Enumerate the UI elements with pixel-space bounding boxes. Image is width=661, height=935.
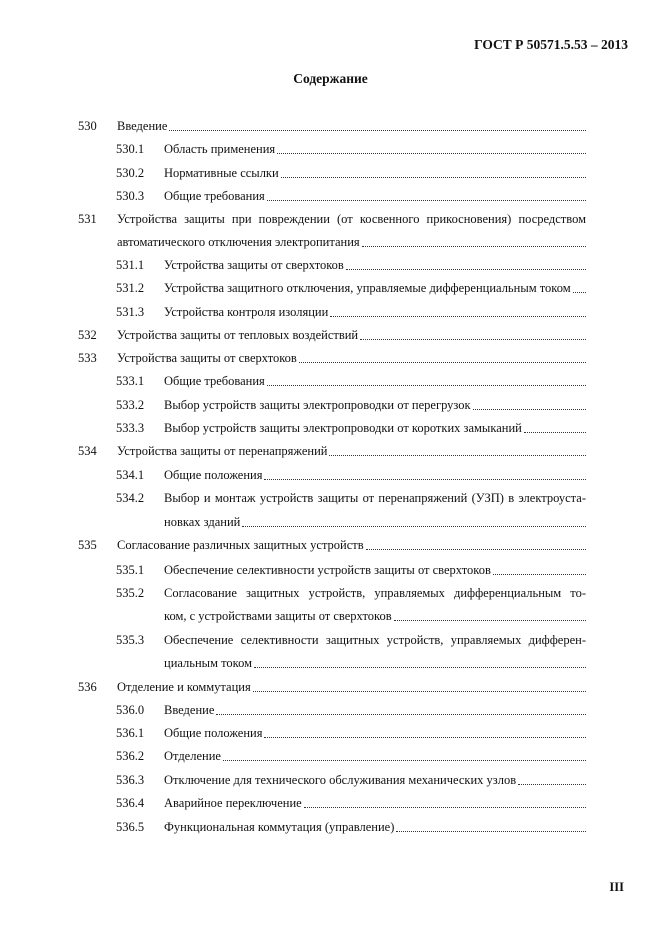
toc-entry-title: Устройства контроля изоляции <box>164 305 329 319</box>
toc-entry-number: 531.1 <box>116 258 145 272</box>
dot-leader <box>330 315 586 317</box>
toc-entry-number: 530.1 <box>116 142 145 156</box>
toc-entry-number: 534.2 <box>116 491 145 505</box>
toc-entry-continuation[interactable] <box>164 654 586 672</box>
page-number: III <box>609 880 624 894</box>
toc-entry[interactable] <box>78 678 586 696</box>
dot-leader <box>223 759 586 761</box>
toc-entry[interactable] <box>116 818 586 836</box>
toc-entry-title: Введение <box>117 119 168 133</box>
toc-entry-number: 533 <box>78 351 97 365</box>
toc-entry[interactable] <box>78 210 586 228</box>
toc-entry-number: 533.1 <box>116 374 145 388</box>
toc-entry-number: 535.3 <box>116 633 145 647</box>
toc-entry[interactable] <box>78 442 586 460</box>
toc-entry[interactable] <box>116 701 586 719</box>
toc-entry-title: Устройства защиты от перенапряжений <box>117 444 328 458</box>
toc-entry-number: 536.1 <box>116 726 145 740</box>
dot-leader <box>216 713 586 715</box>
dot-leader <box>573 291 586 293</box>
dot-leader <box>254 666 586 668</box>
dot-leader <box>304 806 586 808</box>
toc-entry[interactable] <box>116 419 586 437</box>
toc-entry[interactable] <box>116 631 586 649</box>
dot-leader <box>169 129 586 131</box>
toc-entry-title: Область применения <box>164 142 276 156</box>
dot-leader <box>360 338 586 340</box>
toc-entry-title: Выбор устройств защиты электропроводки от перегрузок <box>164 398 471 412</box>
toc-entry[interactable] <box>116 279 586 297</box>
toc-entry-title: Отделение <box>164 749 221 763</box>
toc-entry[interactable] <box>78 117 586 135</box>
toc-entry-title: Отключение для технического обслуживания механических узлов <box>164 773 517 787</box>
toc-entry[interactable] <box>116 164 586 182</box>
toc-entry-title: Обеспечение селективности защитных устройств, управляемых дифферен- <box>164 633 586 647</box>
toc-entry-number: 532 <box>78 328 97 342</box>
dot-leader <box>396 830 586 832</box>
dot-leader <box>267 199 586 201</box>
toc-entry[interactable] <box>78 536 586 554</box>
toc-entry-continuation[interactable] <box>117 233 586 251</box>
toc-entry[interactable] <box>116 747 586 765</box>
toc-entry-number: 535 <box>78 538 97 552</box>
toc-entry-number: 530.3 <box>116 189 145 203</box>
toc-entry-number: 536 <box>78 680 97 694</box>
toc-entry-title-continued: ком, с устройствами защиты от сверхтоков <box>164 609 392 623</box>
toc-entry-title: Согласование защитных устройств, управляемых дифференциальным то- <box>164 586 586 600</box>
page-title: Содержание <box>293 71 368 86</box>
toc-entry-title: Общие требования <box>164 189 265 203</box>
toc-entry-title-continued: автоматического отключения электропитания <box>117 235 360 249</box>
toc-entry-title: Нормативные ссылки <box>164 166 279 180</box>
toc-entry[interactable] <box>116 771 586 789</box>
toc-entry-number: 535.1 <box>116 563 145 577</box>
dot-leader <box>346 268 586 270</box>
dot-leader <box>281 176 586 178</box>
toc-entry-number: 536.0 <box>116 703 145 717</box>
toc-entry[interactable] <box>116 187 586 205</box>
toc-entry-title-continued: новках зданий <box>164 515 241 529</box>
toc-entry-number: 536.3 <box>116 773 145 787</box>
dot-leader <box>277 152 586 154</box>
toc-entry[interactable] <box>116 256 586 274</box>
toc-entry-number: 531 <box>78 212 97 226</box>
dot-leader <box>329 454 586 456</box>
toc-entry-title: Согласование различных защитных устройств <box>117 538 364 552</box>
toc-entry-number: 536.5 <box>116 820 145 834</box>
toc-entry[interactable] <box>116 466 586 484</box>
dot-leader <box>473 408 586 410</box>
toc-entry-number: 534 <box>78 444 97 458</box>
toc-entry-number: 536.2 <box>116 749 145 763</box>
toc-entry-number: 531.2 <box>116 281 145 295</box>
toc-entry-title: Введение <box>164 703 215 717</box>
toc-entry-title: Устройства защиты от сверхтоков <box>164 258 344 272</box>
toc-entry[interactable] <box>116 561 586 579</box>
toc-entry-title: Устройства защиты от тепловых воздействий <box>117 328 359 342</box>
toc-entry[interactable] <box>116 724 586 742</box>
dot-leader <box>264 736 586 738</box>
toc-entry-title: Обеспечение селективности устройств защиты от сверхтоков <box>164 563 491 577</box>
toc-entry[interactable] <box>116 303 586 321</box>
toc-entry-number: 531.3 <box>116 305 145 319</box>
toc-entry-number: 535.2 <box>116 586 145 600</box>
dot-leader <box>524 431 586 433</box>
document-code: ГОСТ Р 50571.5.53 – 2013 <box>474 37 628 52</box>
toc-entry[interactable] <box>116 584 586 602</box>
dot-leader <box>264 478 586 480</box>
toc-entry-title: Аварийное переключение <box>164 796 302 810</box>
toc-entry[interactable] <box>116 396 586 414</box>
toc-entry-title: Общие положения <box>164 726 263 740</box>
toc-entry[interactable] <box>78 326 586 344</box>
toc-entry-number: 533.2 <box>116 398 145 412</box>
dot-leader <box>267 384 586 386</box>
toc-entry-title: Устройства защиты от сверхтоков <box>117 351 297 365</box>
toc-entry-title: Выбор и монтаж устройств защиты от перенапряжений (УЗП) в электроуста- <box>164 491 586 505</box>
toc-entry-continuation[interactable] <box>164 607 586 625</box>
dot-leader <box>518 783 586 785</box>
toc-entry[interactable] <box>116 140 586 158</box>
toc-entry[interactable] <box>116 489 586 507</box>
toc-entry-title: Выбор устройств защиты электропроводки от коротких замыканий <box>164 421 522 435</box>
toc-entry-number: 530 <box>78 119 97 133</box>
dot-leader <box>394 619 586 621</box>
dot-leader <box>242 525 586 527</box>
toc-entry-number: 533.3 <box>116 421 145 435</box>
toc-entry-title: Общие требования <box>164 374 265 388</box>
toc-entry-title-continued: циальным током <box>164 656 253 670</box>
toc-entry[interactable] <box>116 372 586 390</box>
toc-entry-title: Общие положения <box>164 468 263 482</box>
toc-entry[interactable] <box>78 349 586 367</box>
toc-entry[interactable] <box>116 794 586 812</box>
toc-entry-title: Функциональная коммутация (управление) <box>164 820 395 834</box>
dot-leader <box>366 548 586 550</box>
dot-leader <box>299 361 586 363</box>
dot-leader <box>362 245 586 247</box>
dot-leader <box>493 573 586 575</box>
toc-entry-number: 534.1 <box>116 468 145 482</box>
toc-entry-title: Устройства защитного отключения, управляемые дифференциальным током <box>164 281 571 295</box>
dot-leader <box>253 690 586 692</box>
toc-entry-number: 530.2 <box>116 166 145 180</box>
toc-entry-continuation[interactable] <box>164 513 586 531</box>
toc-entry-title: Устройства защиты при повреждении (от косвенного прикосновения) посредством <box>117 212 586 226</box>
toc-entry-title: Отделение и коммутация <box>117 680 251 694</box>
toc-entry-number: 536.4 <box>116 796 145 810</box>
